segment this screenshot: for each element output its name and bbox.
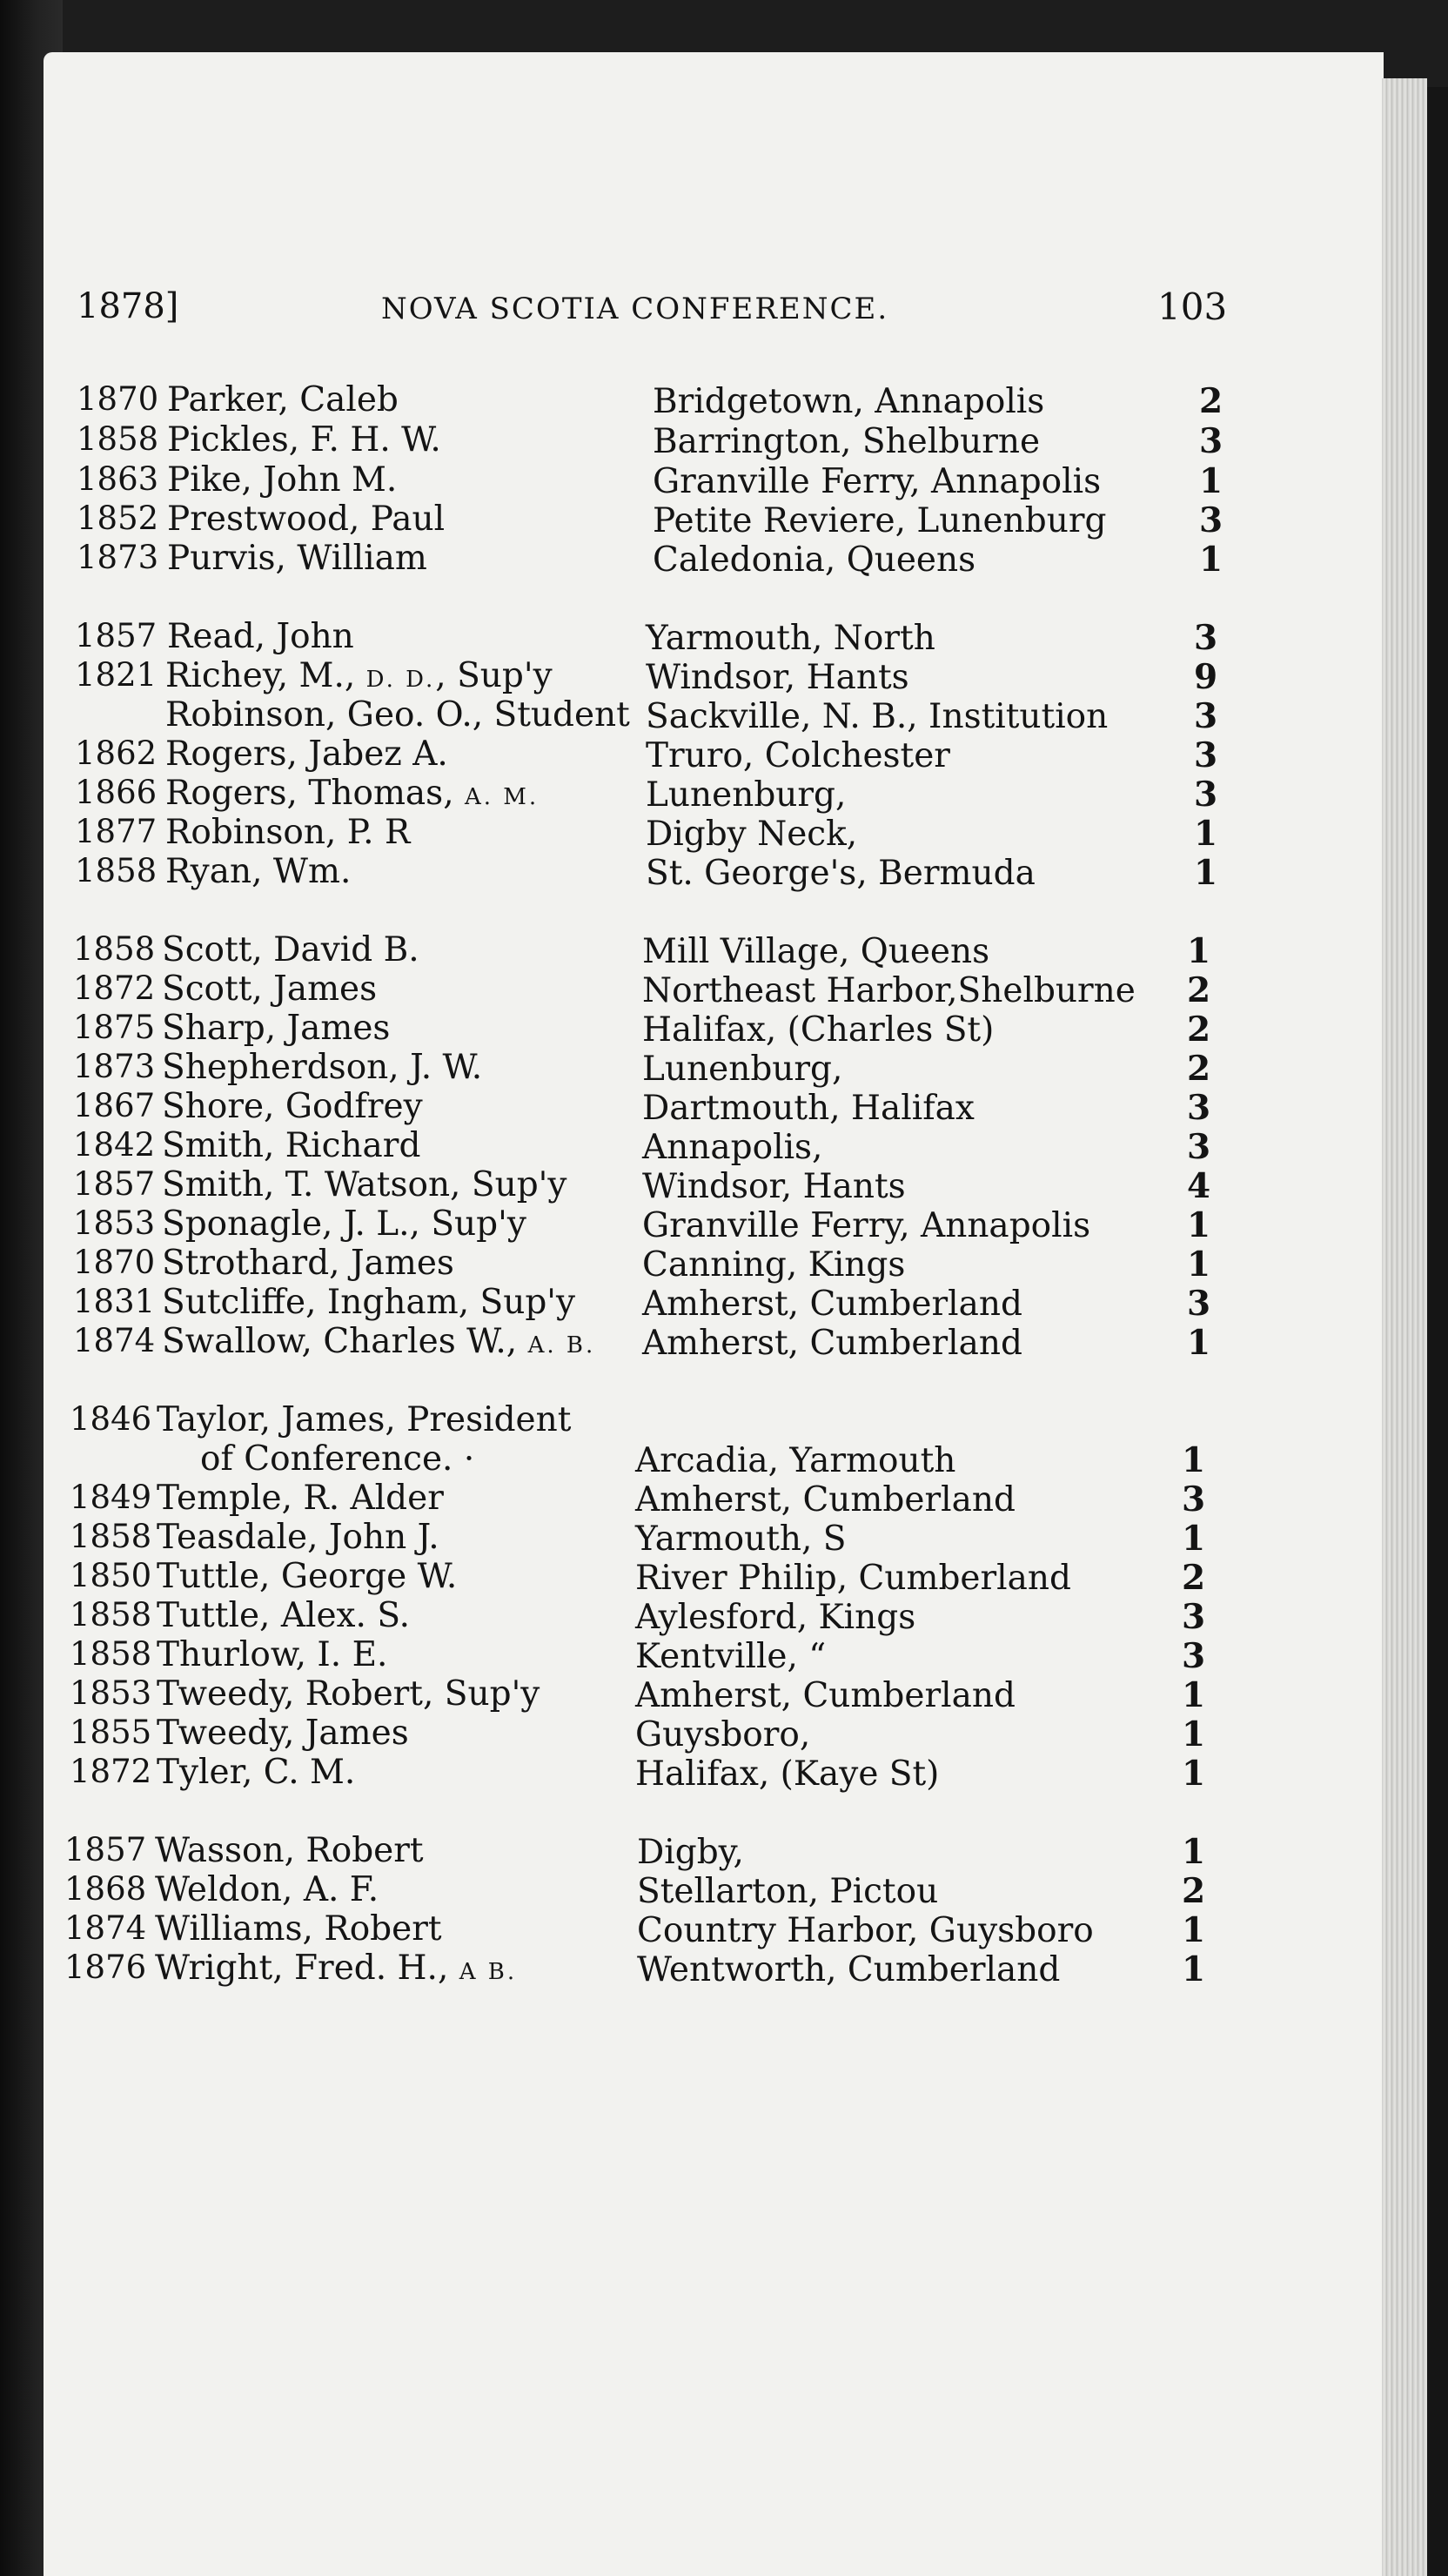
entry-year: 1867	[73, 1087, 156, 1124]
entry-year: 1831	[73, 1283, 156, 1320]
station-place: Aylesford, Kings	[635, 1598, 916, 1637]
minister-name-text: Swallow, Charles W.,	[162, 1322, 528, 1361]
years-count: 1	[1187, 931, 1211, 971]
minister-name	[165, 774, 540, 813]
station-place: Petite Reviere, Lunenburg	[653, 501, 1107, 540]
minister-name	[162, 969, 378, 1009]
entry-year: 1821	[75, 656, 158, 694]
entry-year: 1853	[70, 1674, 152, 1712]
years-count: 1	[1194, 814, 1218, 854]
years-count: 3	[1194, 618, 1218, 658]
entry-year: 1850	[70, 1557, 152, 1594]
entry-year: 1858	[70, 1635, 152, 1673]
minister-name-text: Pike, John M.	[167, 460, 398, 500]
minister-name	[162, 930, 419, 969]
minister-name	[157, 1557, 458, 1596]
minister-name-text: Sponagle, J. L., Sup'y	[162, 1204, 526, 1244]
minister-name	[162, 1126, 421, 1165]
minister-name-text: Wright, Fred. H.,	[155, 1949, 459, 1988]
minister-name	[162, 1322, 596, 1361]
degree-abbrev: A. M.	[465, 784, 540, 810]
minister-name-text: Tuttle, George W.	[157, 1557, 458, 1596]
minister-name-text: Williams, Robert	[155, 1909, 442, 1949]
minister-name	[165, 656, 553, 695]
years-count: 3	[1199, 500, 1223, 540]
degree-abbrev: D. D.	[365, 667, 436, 693]
station-place: Amherst, Cumberland	[642, 1285, 1022, 1324]
page-number: 103	[1157, 285, 1228, 328]
minister-name-text: Teasdale, John J.	[157, 1518, 439, 1557]
minister-name	[167, 539, 427, 578]
minister-name-text: Sutcliffe, Ingham, Sup'y	[162, 1283, 576, 1322]
years-count: 1	[1182, 1675, 1206, 1715]
station-place: Annapolis,	[642, 1128, 823, 1167]
station-place: Sackville, N. B., Institution	[646, 697, 1109, 736]
minister-name	[155, 1870, 379, 1909]
years-count: 4	[1187, 1166, 1211, 1206]
minister-name	[157, 1400, 572, 1439]
station-place: Arcadia, Yarmouth	[635, 1441, 956, 1480]
years-count: 1	[1182, 1754, 1206, 1794]
entry-year: 1873	[73, 1048, 156, 1085]
station-place: Yarmouth, S	[635, 1519, 847, 1559]
station-place: Barrington, Shelburne	[653, 422, 1041, 461]
entry-year: 1857	[73, 1165, 156, 1203]
entry-year: 1857	[75, 617, 158, 654]
entry-year: 1870	[77, 380, 159, 418]
years-count: 3	[1199, 421, 1223, 461]
years-count: 3	[1187, 1284, 1211, 1324]
station-place: Windsor, Hants	[646, 658, 909, 697]
station-place: Halifax, (Kaye St)	[635, 1754, 940, 1794]
minister-name	[167, 420, 441, 460]
minister-name	[162, 1048, 483, 1087]
years-count: 1	[1187, 1205, 1211, 1245]
minister-name-text: Strothard, James	[162, 1244, 454, 1283]
entry-year: 1858	[70, 1596, 152, 1633]
minister-name	[200, 1439, 475, 1479]
station-place: Amherst, Cumberland	[642, 1324, 1022, 1363]
entry-year: 1875	[73, 1009, 156, 1046]
minister-name	[165, 695, 630, 735]
minister-name	[167, 500, 446, 539]
minister-name-text: Scott, David B.	[162, 930, 419, 969]
years-count: 1	[1182, 1519, 1206, 1559]
station-place: Amherst, Cumberland	[635, 1480, 1016, 1519]
years-count: 3	[1182, 1636, 1206, 1676]
years-count: 3	[1187, 1127, 1211, 1167]
entry-year: 1842	[73, 1126, 156, 1164]
entry-year: 1876	[64, 1949, 147, 1986]
minister-name	[165, 813, 411, 852]
entry-year: 1872	[70, 1753, 152, 1790]
years-count: 2	[1187, 1049, 1211, 1089]
minister-name-text: of Conference. ·	[200, 1439, 475, 1479]
years-count: 2	[1199, 381, 1223, 421]
minister-name	[157, 1714, 409, 1753]
minister-name-text: Rogers, Jabez A.	[165, 735, 448, 774]
minister-name-text: Tweedy, Robert, Sup'y	[157, 1674, 540, 1714]
minister-name	[165, 735, 448, 774]
entry-year: 1874	[73, 1322, 156, 1359]
years-count: 1	[1182, 1949, 1206, 1989]
station-place: Granville Ferry, Annapolis	[653, 462, 1102, 501]
minister-name-text: Wasson, Robert	[155, 1831, 424, 1870]
minister-name	[167, 380, 399, 419]
minister-name-text: Robinson, P. R	[165, 813, 411, 852]
right-edge-shadow	[1427, 87, 1448, 2576]
station-place: Dartmouth, Halifax	[642, 1089, 975, 1128]
minister-name-text: Weldon, A. F.	[155, 1870, 379, 1909]
entry-year: 1849	[70, 1479, 152, 1516]
entry-year: 1857	[64, 1831, 147, 1868]
minister-name-text: Taylor, James, President	[157, 1400, 572, 1439]
entry-year: 1852	[77, 500, 159, 537]
minister-name	[155, 1949, 518, 1988]
entry-year: 1853	[73, 1204, 156, 1242]
years-count: 1	[1182, 1910, 1206, 1950]
entry-year: 1855	[70, 1714, 152, 1751]
entry-year: 1877	[75, 813, 158, 850]
minister-name-text: Scott, James	[162, 969, 378, 1009]
station-place: Stellarton, Pictou	[637, 1872, 939, 1911]
years-count: 1	[1182, 1714, 1206, 1754]
minister-name-text: Tyler, C. M.	[157, 1753, 356, 1792]
header-title: NOVA SCOTIA CONFERENCE.	[381, 292, 889, 326]
entry-year: 1862	[75, 735, 158, 772]
page-stack-edge	[1382, 78, 1427, 2576]
degree-abbrev: A B.	[459, 1959, 518, 1985]
entry-year: 1858	[70, 1518, 152, 1555]
minister-name-text: Ryan, Wm.	[165, 852, 352, 891]
station-place: Lunenburg,	[642, 1050, 843, 1089]
station-place: Northeast Harbor,Shelburne	[642, 971, 1136, 1010]
minister-name-text: Robinson, Geo. O., Student	[165, 695, 630, 735]
minister-name	[167, 617, 354, 656]
name-suffix: , Sup'y	[435, 656, 553, 695]
station-place: Wentworth, Cumberland	[637, 1950, 1061, 1989]
entry-year: 1863	[77, 460, 159, 498]
years-count: 1	[1187, 1323, 1211, 1363]
years-count: 2	[1182, 1871, 1206, 1911]
years-count: 3	[1194, 775, 1218, 815]
minister-name	[157, 1753, 356, 1792]
station-place: Granville Ferry, Annapolis	[642, 1206, 1091, 1245]
years-count: 1	[1199, 540, 1223, 580]
minister-name	[162, 1204, 526, 1244]
years-count: 2	[1182, 1558, 1206, 1598]
minister-name-text: Temple, R. Alder	[157, 1479, 444, 1518]
minister-name-text: Smith, T. Watson, Sup'y	[162, 1165, 567, 1204]
minister-name-text: Sharp, James	[162, 1009, 391, 1048]
years-count: 1	[1194, 853, 1218, 893]
station-place: Digby,	[637, 1833, 744, 1872]
minister-name	[157, 1518, 439, 1557]
minister-name-text: Shepherdson, J. W.	[162, 1048, 483, 1087]
entry-year: 1873	[77, 539, 159, 576]
entry-year: 1866	[75, 774, 158, 811]
degree-abbrev: A. B.	[527, 1332, 596, 1358]
running-head	[0, 0, 1448, 348]
minister-name-text: Shore, Godfrey	[162, 1087, 423, 1126]
entry-year: 1870	[73, 1244, 156, 1281]
years-count: 1	[1187, 1244, 1211, 1285]
minister-name-text: Pickles, F. H. W.	[167, 420, 441, 460]
minister-name-text: Tweedy, James	[157, 1714, 409, 1753]
minister-name	[167, 460, 398, 500]
station-place: Guysboro,	[635, 1715, 811, 1754]
entry-year: 1858	[73, 930, 156, 968]
minister-name	[155, 1831, 424, 1870]
minister-name-text: Rogers, Thomas,	[165, 774, 465, 813]
station-place: Truro, Colchester	[646, 736, 950, 775]
years-count: 3	[1182, 1597, 1206, 1637]
minister-name-text: Smith, Richard	[162, 1126, 421, 1165]
years-count: 2	[1187, 1010, 1211, 1050]
station-place: Country Harbor, Guysboro	[637, 1911, 1094, 1950]
minister-name	[157, 1674, 540, 1714]
minister-name	[157, 1479, 444, 1518]
minister-name	[162, 1009, 391, 1048]
station-place: Lunenburg,	[646, 775, 847, 815]
years-count: 1	[1182, 1440, 1206, 1480]
years-count: 9	[1194, 657, 1218, 697]
station-place: Amherst, Cumberland	[635, 1676, 1016, 1715]
minister-name-text: Thurlow, I. E.	[157, 1635, 388, 1674]
years-count: 3	[1182, 1479, 1206, 1519]
minister-name-text: Parker, Caleb	[167, 380, 399, 419]
station-place: Halifax, (Charles St)	[642, 1010, 995, 1050]
minister-name	[162, 1087, 423, 1126]
years-count: 3	[1194, 735, 1218, 775]
station-place: Windsor, Hants	[642, 1167, 906, 1206]
station-place: Kentville, “	[635, 1637, 827, 1676]
station-place: St. George's, Bermuda	[646, 854, 1036, 893]
station-place: Caledonia, Queens	[653, 540, 976, 580]
minister-name-text: Prestwood, Paul	[167, 500, 446, 539]
header-year: 1878]	[77, 286, 179, 326]
minister-name	[162, 1283, 576, 1322]
minister-name	[165, 852, 352, 891]
years-count: 3	[1187, 1088, 1211, 1128]
minister-name	[155, 1909, 442, 1949]
minister-name-text: Purvis, William	[167, 539, 427, 578]
entry-year: 1858	[75, 852, 158, 889]
minister-name	[162, 1244, 454, 1283]
entry-year: 1846	[70, 1400, 152, 1438]
minister-name	[157, 1635, 388, 1674]
station-place: River Philip, Cumberland	[635, 1559, 1071, 1598]
minister-name-text: Read, John	[167, 617, 354, 656]
entry-year: 1872	[73, 969, 156, 1007]
entry-year: 1874	[64, 1909, 147, 1947]
station-place: Canning, Kings	[642, 1245, 906, 1285]
minister-name	[157, 1596, 411, 1635]
entry-year: 1858	[77, 420, 159, 458]
entry-year: 1868	[64, 1870, 147, 1908]
minister-name-text: Richey, M.,	[165, 656, 366, 695]
minister-name-text: Tuttle, Alex. S.	[157, 1596, 411, 1635]
station-place: Digby Neck,	[646, 815, 858, 854]
station-place: Mill Village, Queens	[642, 932, 990, 971]
years-count: 1	[1182, 1832, 1206, 1872]
station-place: Yarmouth, North	[646, 619, 935, 658]
years-count: 1	[1199, 461, 1223, 501]
station-place: Bridgetown, Annapolis	[653, 382, 1045, 421]
years-count: 3	[1194, 696, 1218, 736]
minister-name	[162, 1165, 567, 1204]
years-count: 2	[1187, 970, 1211, 1010]
